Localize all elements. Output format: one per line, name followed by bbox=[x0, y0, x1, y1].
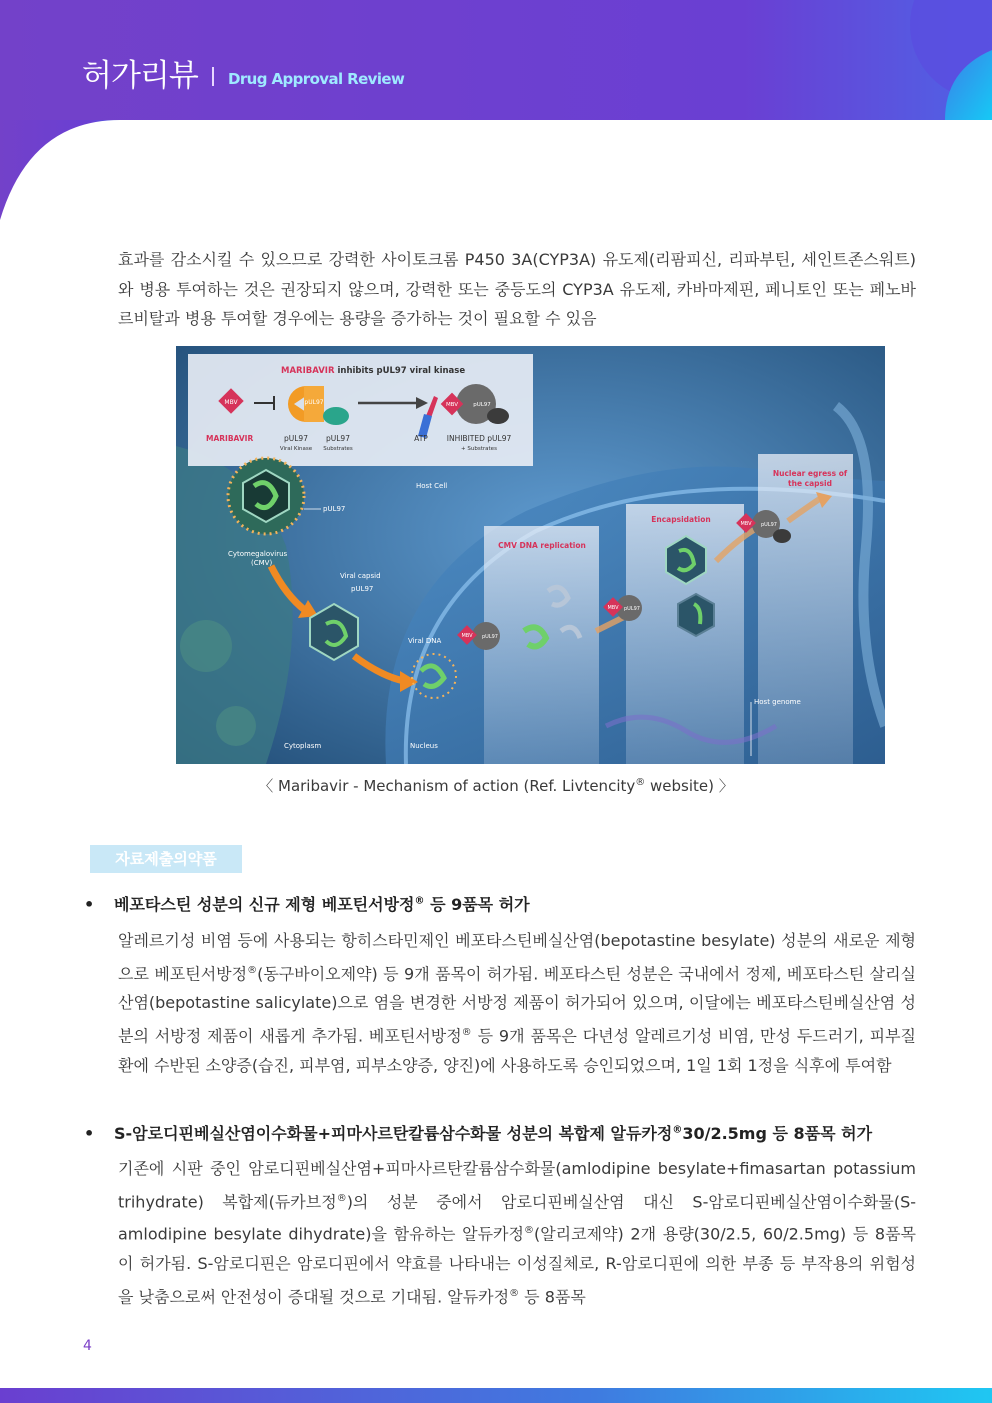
svg-text:Viral DNA: Viral DNA bbox=[408, 637, 442, 645]
svg-text:MARIBAVIR inhibits pUL97 viral: MARIBAVIR inhibits pUL97 viral kinase bbox=[281, 366, 466, 376]
bullet-heading-alducar: • S-암로디핀베실산염이수화물+피마사르탄칼륨삼수화물 성분의 복합제 알듀카정®30/2.5mg 등 8품목 허가 bbox=[84, 1124, 873, 1143]
svg-text:Viral Kinase: Viral Kinase bbox=[279, 446, 313, 452]
svg-text:+ Substrates: + Substrates bbox=[461, 446, 497, 452]
svg-text:pUL97: pUL97 bbox=[351, 585, 374, 593]
bepotastine-paragraph: 알레르기성 비염 등에 사용되는 항히스타민제인 베포타스틴베실산염(bepotastine besylate) 성분의 새로운 제형으로 베포틴서방정®(동구바이오제약) 등 9개 품목이 허가됨. 베포타스틴 성분은 국내에서 정제, 베포타스틴 살리실산염(bepotastine salicylate)으로 염을 변경한 서방정 제품이 허가되어 있으며, 이달에는 베포타스틴베실산염 성분의 서방정 제품이 새롭게 추가됨. 베포틴서방정® 등 9개 품목은 다년성 알레르기성 비염, 만성 두드러기, 피부질환에 수반된 소양증(습진, 피부염, 피부소양증, 양진)에 사용하도록 승인되었으며, 1일 1회 1정을 식후에 투여함 bbox=[118, 931, 916, 1075]
bullet-dot-icon: • bbox=[84, 895, 95, 914]
svg-text:Cytomegalovirus: Cytomegalovirus bbox=[228, 550, 288, 558]
svg-text:pUL97: pUL97 bbox=[624, 606, 640, 612]
maribavir-mechanism-figure bbox=[176, 346, 885, 764]
intro-paragraph: 효과를 감소시킬 수 있으므로 강력한 사이토크롬 P450 3A(CYP3A) 유도제(리팜피신, 리파부틴, 세인트존스워트)와 병용 투여하는 것은 권장되지 않으며, 강력한 또는 중등도의 CYP3A 유도제, 카바마제핀, 페니토인 또는 페노바르비탈과 병용 투여할 경우에는 용량을 증가하는 것이 필요할 수 있음 bbox=[118, 250, 916, 328]
svg-text:MBV: MBV bbox=[607, 605, 619, 611]
section-tag: 자료제출의약품 bbox=[90, 845, 242, 873]
svg-text:Substrates: Substrates bbox=[323, 446, 353, 452]
header-background bbox=[0, 0, 992, 230]
svg-text:Nuclear egress of: Nuclear egress of bbox=[772, 469, 848, 478]
footer-bar bbox=[0, 1388, 992, 1403]
bullet-heading-bepotastine: • 베포타스틴 성분의 신규 제형 베포틴서방정® 등 9품목 허가 bbox=[84, 895, 530, 914]
svg-text:pUL97: pUL97 bbox=[304, 399, 324, 406]
svg-text:pUL97: pUL97 bbox=[482, 634, 498, 640]
svg-text:Encapsidation: Encapsidation bbox=[651, 515, 711, 524]
bullet-dot-icon: • bbox=[84, 1124, 95, 1143]
header-title: 허가리뷰 bbox=[82, 58, 198, 94]
svg-text:pUL97: pUL97 bbox=[284, 434, 308, 443]
svg-text:Viral capsid: Viral capsid bbox=[340, 572, 381, 580]
svg-text:Host genome: Host genome bbox=[754, 698, 801, 706]
svg-text:MBV: MBV bbox=[224, 399, 238, 406]
svg-text:CMV DNA replication: CMV DNA replication bbox=[498, 541, 586, 550]
svg-text:INHIBITED pUL97: INHIBITED pUL97 bbox=[446, 434, 512, 443]
svg-text:ATP: ATP bbox=[414, 434, 428, 443]
svg-text:pUL97: pUL97 bbox=[761, 522, 777, 528]
svg-text:MARIBAVIR: MARIBAVIR bbox=[206, 434, 254, 443]
alducar-paragraph: 기존에 시판 중인 암로디핀베실산염+피마사르탄칼륨삼수화물(amlodipine besylate+fimasartan potassium trihydrate) 복합제(듀카브정®)의 성분 중에서 암로디핀베실산염 대신 S-암로디핀베실산염이수화물(S-amlodipine besylate dihydrate)을 함유하는 알듀카정®(알리코제약) 2개 용량(30/2.5, 60/2.5mg) 등 8품목이 허가됨. S-암로디핀은 암로디핀에서 약효를 나타내는 이성질체로, R-암로디핀에 의한 부종 등 부작용의 위험성을 낮춤으로써 안전성이 증대될 것으로 기대됨. 알듀카정® 등 8품목 bbox=[118, 1159, 917, 1306]
svg-text:Cytoplasm: Cytoplasm bbox=[284, 742, 322, 750]
svg-text:pUL97: pUL97 bbox=[326, 434, 350, 443]
svg-text:(CMV): (CMV) bbox=[251, 559, 273, 567]
header-separator bbox=[212, 67, 214, 86]
svg-text:pUL97: pUL97 bbox=[473, 402, 491, 408]
header-subtitle: Drug Approval Review bbox=[228, 70, 405, 88]
svg-text:Nucleus: Nucleus bbox=[410, 742, 438, 750]
nuclear-egress-panel bbox=[758, 454, 853, 764]
svg-text:Host Cell: Host Cell bbox=[416, 482, 448, 490]
svg-text:the capsid: the capsid bbox=[788, 479, 832, 488]
page-number: 4 bbox=[83, 1338, 92, 1354]
svg-text:MBV: MBV bbox=[445, 402, 459, 408]
svg-text:MBV: MBV bbox=[461, 633, 473, 639]
svg-text:MBV: MBV bbox=[740, 521, 752, 527]
page-header bbox=[0, 0, 992, 230]
svg-text:pUL97: pUL97 bbox=[323, 505, 346, 513]
figure-caption: 〈 Maribavir - Mechanism of action (Ref. Livtencity® website) 〉 bbox=[258, 777, 734, 795]
